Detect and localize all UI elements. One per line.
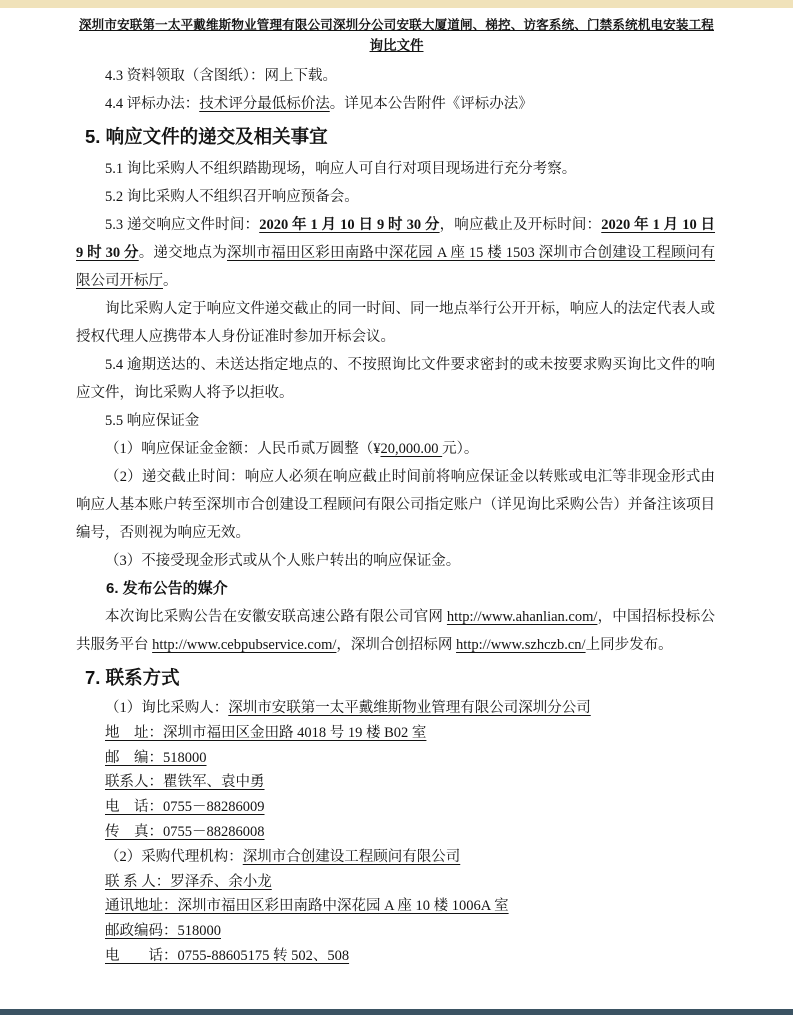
contact-purchaser-address (76, 721, 715, 746)
text-segment: 电 话：0755－88286009 (105, 799, 265, 816)
text-segment: （2）递交截止时间：响应人必须在响应截止时间前将响应保证金以转账或电汇等非现金形式由响应人基本账户转至深圳市合创建设工程顾问有限公司指定账户（详见询比采购公告）并备注该项目编号，否则视为响应无效。 (76, 469, 715, 541)
text-segment: 5. 响应文件的递交及相关事宜 (85, 126, 328, 147)
text-segment: 深圳市安联第一太平戴维斯物业管理有限公司深圳分公司 (228, 700, 591, 716)
text-segment: 2020 年 1 月 10 日 9 时 30 分 (76, 217, 716, 261)
url-link[interactable]: http://www.szhczb.cn/ (456, 637, 586, 653)
text-segment: 本次询比采购公告在安徽安联高速公路有限公司官网 (105, 609, 447, 625)
clause-5-4 (76, 351, 715, 407)
text-segment: 通讯地址：深圳市福田区彩田南路中深花园 A 座 10 楼 1006A 室 (105, 898, 509, 915)
document-header-title: 深圳市安联第一太平戴维斯物业管理有限公司深圳分公司安联大厦道闸、梯控、访客系统、门禁系统机电安装工程 (78, 18, 714, 32)
document-header (0, 0, 793, 55)
section-6-heading (76, 575, 715, 603)
text-segment: 传 真：0755－88286008 (105, 823, 265, 840)
text-segment: 7. 联系方式 (85, 667, 180, 688)
text-segment: ，深圳合创招标网 (336, 637, 457, 653)
text-segment: 。 (163, 273, 178, 289)
clause-5-5-2 (76, 463, 715, 547)
clause-5-2 (76, 183, 715, 211)
text-segment: 5.4 逾期送达的、未送达指定地点的、不按照询比文件要求密封的或未按要求购买询比文件的响应文件，询比采购人将予以拒收。 (76, 357, 715, 401)
text-segment: 元）。 (442, 441, 479, 457)
text-segment: （1）询比采购人： (105, 700, 229, 716)
contact-purchaser-phone (76, 795, 715, 820)
text-segment: 询比采购人定于响应文件递交截止的同一时间、同一地点举行公开开标，响应人的法定代表人或授权代理人应携带本人身份证准时参加开标会议。 (76, 301, 715, 345)
clause-5-3 (76, 211, 715, 295)
contact-agency-address (76, 894, 715, 919)
contact-purchaser-postcode (76, 746, 715, 771)
clause-4-3 (76, 62, 715, 90)
text-segment: 5.3 递交响应文件时间： (105, 217, 260, 233)
text-segment: 2020 年 1 月 10 日 9 时 30 分 (259, 217, 440, 233)
text-segment: 。递交地点为 (138, 245, 227, 261)
clause-5-1 (76, 155, 715, 183)
text-segment: 4.3 资料领取（含图纸）：网上下载。 (105, 68, 337, 84)
text-segment: 深圳市福田区彩田南路中深花园 A 座 15 楼 1503 深圳市合创建设工程顾问有限公司开标厅 (76, 245, 716, 289)
text-segment: 上同步发布。 (585, 637, 673, 653)
section-5-heading (76, 123, 715, 151)
contact-purchaser-fax (76, 820, 715, 845)
text-segment: 4.4 评标办法： (105, 96, 200, 112)
text-segment: 5.5 响应保证金 (105, 413, 200, 429)
text-segment: 邮政编码：518000 (105, 923, 221, 940)
text-segment: 6. 发布公告的媒介 (106, 580, 228, 597)
text-segment: 。详见本公告附件《评标办法》 (329, 96, 533, 112)
document-body (0, 55, 793, 969)
text-segment: （3）不接受现金形式或从个人账户转出的响应保证金。 (105, 553, 461, 569)
clause-5-3-note (76, 295, 715, 351)
contact-agency-phone (76, 944, 715, 969)
document-header-subtitle: 询比文件 (369, 38, 424, 53)
clause-5-5-1 (76, 435, 715, 463)
text-segment: 电 话：0755-88605175 转 502、508 (105, 947, 350, 964)
url-link[interactable]: http://www.cebpubservice.com/ (152, 637, 337, 653)
text-segment: 深圳市合创建设工程顾问有限公司 (242, 848, 461, 865)
contact-purchaser-persons (76, 770, 715, 795)
url-link[interactable]: http://www.ahanlian.com/ (446, 609, 598, 625)
text-segment: 技术评分最低标价法 (199, 96, 330, 112)
clause-5-5 (76, 407, 715, 435)
text-segment: 联系人：瞿铁军、袁中勇 (105, 774, 265, 791)
text-segment: ，响应截止及开标时间： (439, 217, 602, 233)
clause-5-5-3 (76, 547, 715, 575)
text-segment: 联 系 人：罗泽乔、余小龙 (105, 873, 272, 890)
page-top-border (0, 0, 793, 8)
clause-4-4 (76, 90, 715, 118)
text-segment: 5.2 询比采购人不组织召开响应预备会。 (105, 189, 359, 205)
section-7-heading (76, 664, 715, 692)
contact-purchaser (76, 696, 715, 721)
contact-agency (76, 845, 715, 870)
text-segment: ，中国招标投标公共服务平台 (76, 609, 716, 653)
text-segment: 20,000.00 (380, 441, 443, 457)
page-bottom-border (0, 1009, 793, 1015)
text-segment: 邮 编：518000 (105, 749, 207, 766)
contact-agency-persons (76, 870, 715, 895)
text-segment: （1）响应保证金金额：人民币贰万圆整（¥ (105, 441, 381, 457)
text-segment: 5.1 询比采购人不组织踏勘现场，响应人可自行对项目现场进行充分考察。 (105, 161, 577, 177)
text-segment: 地 址：深圳市福田区金田路 4018 号 19 楼 B02 室 (105, 724, 427, 741)
text-segment: （2）采购代理机构： (105, 848, 243, 865)
clause-6-text (76, 603, 715, 659)
contact-agency-postcode (76, 919, 715, 944)
